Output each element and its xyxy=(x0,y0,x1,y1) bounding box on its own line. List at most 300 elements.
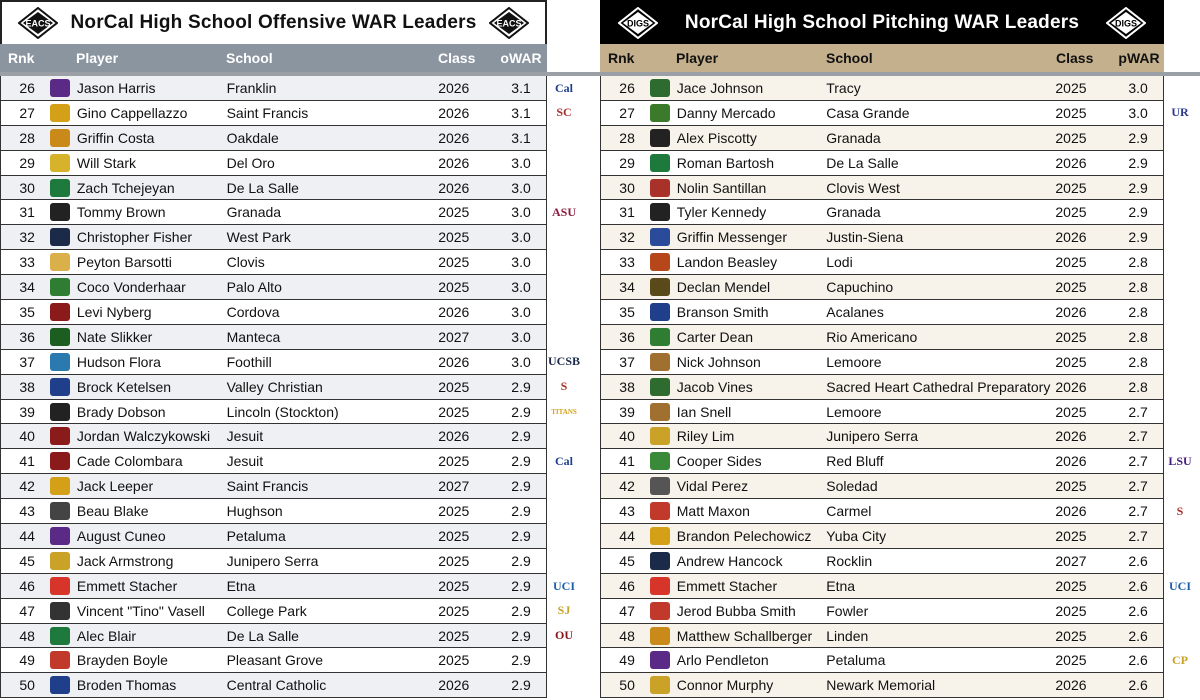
table-row xyxy=(0,151,547,176)
player-cell: Emmett Stacher xyxy=(76,577,178,594)
class-cell: 2025 xyxy=(1055,328,1087,345)
class-cell: 2025 xyxy=(438,204,470,221)
war-cell: 2.9 xyxy=(1128,129,1148,146)
rank-cell: 45 xyxy=(619,552,635,569)
school-logo-icon xyxy=(50,303,70,321)
header-player: Player xyxy=(76,50,119,66)
player-cell: Matthew Schallberger xyxy=(676,627,813,644)
header-owar: oWAR xyxy=(500,50,542,66)
table-row xyxy=(600,624,1164,649)
offensive-header-row xyxy=(0,44,547,72)
school-cell: Tracy xyxy=(826,79,861,96)
school-logo-icon xyxy=(650,403,670,421)
college-logo-icon: SC xyxy=(556,105,572,120)
player-cell: Coco Vonderhaar xyxy=(76,279,186,296)
war-cell: 3.0 xyxy=(511,279,531,296)
class-cell: 2026 xyxy=(1055,453,1087,470)
rank-cell: 32 xyxy=(619,229,635,246)
college-logo-icon: S xyxy=(560,379,568,394)
class-cell: 2025 xyxy=(438,627,470,644)
war-cell: 2.6 xyxy=(1128,577,1148,594)
school-cell: Rio Americano xyxy=(826,328,918,345)
war-cell: 3.0 xyxy=(1128,79,1148,96)
school-logo-icon xyxy=(50,179,70,197)
offensive-war-panel xyxy=(0,0,547,698)
war-cell: 3.0 xyxy=(511,353,531,370)
class-cell: 2026 xyxy=(438,179,470,196)
class-cell: 2025 xyxy=(1055,627,1087,644)
class-cell: 2026 xyxy=(438,154,470,171)
war-cell: 3.0 xyxy=(1128,104,1148,121)
school-logo-icon xyxy=(650,104,670,122)
war-cell: 2.9 xyxy=(511,428,531,445)
player-cell: Vidal Perez xyxy=(676,478,749,495)
class-cell: 2026 xyxy=(438,303,470,320)
college-logo-icon: UCI xyxy=(1168,578,1191,593)
class-cell: 2025 xyxy=(1055,104,1087,121)
rank-cell: 50 xyxy=(19,677,35,694)
school-cell: Acalanes xyxy=(826,303,884,320)
class-cell: 2026 xyxy=(1055,229,1087,246)
class-cell: 2026 xyxy=(1055,154,1087,171)
player-cell: Nick Johnson xyxy=(676,353,761,370)
class-cell: 2025 xyxy=(1055,204,1087,221)
school-cell: Granada xyxy=(826,204,881,221)
rank-cell: 38 xyxy=(619,378,635,395)
war-cell: 2.9 xyxy=(511,453,531,470)
war-cell: 3.1 xyxy=(511,129,531,146)
class-cell: 2025 xyxy=(1055,577,1087,594)
table-row xyxy=(600,375,1164,400)
school-cell: Cordova xyxy=(226,303,280,320)
war-cell: 2.9 xyxy=(1128,204,1148,221)
table-row xyxy=(0,624,547,649)
rank-cell: 49 xyxy=(619,652,635,669)
class-cell: 2025 xyxy=(1055,527,1087,544)
rank-cell: 26 xyxy=(619,79,635,96)
class-cell: 2025 xyxy=(438,254,470,271)
class-cell: 2027 xyxy=(1055,552,1087,569)
table-row xyxy=(0,325,547,350)
rank-cell: 41 xyxy=(619,453,635,470)
class-cell: 2025 xyxy=(1055,353,1087,370)
class-cell: 2025 xyxy=(1055,652,1087,669)
class-cell: 2025 xyxy=(1055,129,1087,146)
college-logo-icon: UCSB xyxy=(548,354,581,369)
player-cell: Alex Piscotty xyxy=(676,129,757,146)
rank-cell: 48 xyxy=(619,627,635,644)
rank-cell: 44 xyxy=(19,527,35,544)
class-cell: 2025 xyxy=(1055,602,1087,619)
table-row xyxy=(600,225,1164,250)
war-cell: 2.9 xyxy=(511,403,531,420)
school-logo-icon xyxy=(650,278,670,296)
school-logo-icon xyxy=(50,452,70,470)
school-cell: Lincoln (Stockton) xyxy=(226,403,339,420)
school-logo-icon xyxy=(50,129,70,147)
rank-cell: 36 xyxy=(19,328,35,345)
table-row xyxy=(600,673,1164,698)
war-cell: 2.8 xyxy=(1128,328,1148,345)
rank-cell: 43 xyxy=(19,503,35,520)
rank-cell: 27 xyxy=(19,104,35,121)
school-cell: Jesuit xyxy=(226,428,264,445)
player-cell: Peyton Barsotti xyxy=(76,254,172,271)
school-cell: Hughson xyxy=(226,503,283,520)
table-row xyxy=(0,400,547,425)
war-cell: 2.6 xyxy=(1128,602,1148,619)
school-cell: Del Oro xyxy=(226,154,275,171)
school-logo-icon xyxy=(50,577,70,595)
table-row xyxy=(600,151,1164,176)
war-cell: 2.7 xyxy=(1128,527,1148,544)
player-cell: Connor Murphy xyxy=(676,677,774,694)
war-cell: 2.8 xyxy=(1128,378,1148,395)
rank-cell: 43 xyxy=(619,503,635,520)
table-row xyxy=(600,325,1164,350)
rank-cell: 32 xyxy=(19,229,35,246)
school-cell: Lemoore xyxy=(826,353,882,370)
class-cell: 2026 xyxy=(438,129,470,146)
school-logo-icon xyxy=(650,129,670,147)
player-cell: Jason Harris xyxy=(76,79,156,96)
table-row xyxy=(600,424,1164,449)
class-cell: 2025 xyxy=(1055,279,1087,296)
class-cell: 2025 xyxy=(1055,79,1087,96)
school-cell: College Park xyxy=(226,602,307,619)
school-cell: De La Salle xyxy=(226,179,299,196)
war-cell: 3.1 xyxy=(511,104,531,121)
table-row xyxy=(600,599,1164,624)
war-cell: 2.9 xyxy=(511,378,531,395)
war-cell: 2.9 xyxy=(511,602,531,619)
rank-cell: 30 xyxy=(19,179,35,196)
school-logo-icon xyxy=(50,328,70,346)
rank-cell: 31 xyxy=(19,204,35,221)
school-cell: De La Salle xyxy=(826,154,899,171)
player-cell: Matt Maxon xyxy=(676,503,750,520)
college-logo-icon: LSU xyxy=(1168,454,1192,468)
table-row xyxy=(0,126,547,151)
class-cell: 2025 xyxy=(438,453,470,470)
class-cell: 2027 xyxy=(438,328,470,345)
school-logo-icon xyxy=(50,403,70,421)
school-logo-icon xyxy=(650,627,670,645)
player-cell: Jordan Walczykowski xyxy=(76,428,211,445)
rank-cell: 35 xyxy=(619,303,635,320)
war-cell: 2.6 xyxy=(1128,552,1148,569)
school-cell: Yuba City xyxy=(826,527,887,544)
war-cell: 2.9 xyxy=(511,652,531,669)
school-logo-icon xyxy=(650,676,670,694)
school-logo-icon xyxy=(50,502,70,520)
class-cell: 2026 xyxy=(438,79,470,96)
table-row xyxy=(600,449,1164,474)
player-cell: Ian Snell xyxy=(676,403,732,420)
player-cell: Levi Nyberg xyxy=(76,303,152,320)
war-cell: 2.9 xyxy=(511,478,531,495)
war-cell: 3.1 xyxy=(511,79,531,96)
war-cell: 3.0 xyxy=(511,229,531,246)
player-cell: Zach Tchejeyan xyxy=(76,179,175,196)
rank-cell: 29 xyxy=(619,154,635,171)
player-cell: Gino Cappellazzo xyxy=(76,104,188,121)
school-logo-icon xyxy=(650,577,670,595)
school-logo-icon xyxy=(50,627,70,645)
player-cell: Broden Thomas xyxy=(76,677,177,694)
header-school: School xyxy=(826,50,873,66)
class-cell: 2026 xyxy=(1055,428,1087,445)
school-cell: Newark Memorial xyxy=(826,677,936,694)
class-cell: 2026 xyxy=(438,104,470,121)
school-cell: West Park xyxy=(226,229,291,246)
war-cell: 2.9 xyxy=(511,627,531,644)
class-cell: 2025 xyxy=(438,279,470,296)
school-cell: Granada xyxy=(826,129,881,146)
school-cell: Foothill xyxy=(226,353,272,370)
school-cell: Lemoore xyxy=(826,403,882,420)
school-logo-icon xyxy=(50,278,70,296)
class-cell: 2027 xyxy=(438,478,470,495)
player-cell: Brayden Boyle xyxy=(76,652,168,669)
rank-cell: 28 xyxy=(619,129,635,146)
school-logo-icon xyxy=(650,303,670,321)
player-cell: Carter Dean xyxy=(676,328,754,345)
school-cell: Petaluma xyxy=(826,652,886,669)
table-row xyxy=(600,101,1164,126)
war-cell: 2.7 xyxy=(1128,403,1148,420)
school-logo-icon xyxy=(50,203,70,221)
school-logo-icon xyxy=(650,502,670,520)
war-cell: 2.7 xyxy=(1128,453,1148,470)
table-row xyxy=(0,350,547,375)
table-row xyxy=(0,275,547,300)
header-player: Player xyxy=(676,50,719,66)
table-row xyxy=(0,673,547,698)
rank-cell: 37 xyxy=(19,353,35,370)
rank-cell: 30 xyxy=(619,179,635,196)
college-logo-icon: SJ xyxy=(557,603,571,618)
header-class: Class xyxy=(1056,50,1094,66)
table-row xyxy=(600,350,1164,375)
school-logo-icon xyxy=(650,154,670,172)
offensive-table-body xyxy=(0,76,547,698)
table-row xyxy=(0,101,547,126)
college-logo-icon: Cal xyxy=(555,80,573,95)
college-logo-icon: TITANS xyxy=(551,407,577,416)
school-logo-icon xyxy=(650,353,670,371)
school-logo-icon xyxy=(50,228,70,246)
war-cell: 2.7 xyxy=(1128,503,1148,520)
war-cell: 2.9 xyxy=(511,527,531,544)
war-cell: 2.6 xyxy=(1128,652,1148,669)
table-row xyxy=(600,574,1164,599)
class-cell: 2025 xyxy=(438,503,470,520)
war-cell: 3.0 xyxy=(511,254,531,271)
school-cell: Soledad xyxy=(826,478,878,495)
war-cell: 2.8 xyxy=(1128,303,1148,320)
rank-cell: 42 xyxy=(19,478,35,495)
player-cell: Jacob Vines xyxy=(676,378,753,395)
svg-text:EACS: EACS xyxy=(496,18,522,29)
war-cell: 2.9 xyxy=(1128,179,1148,196)
class-cell: 2026 xyxy=(438,353,470,370)
school-cell: Fowler xyxy=(826,602,869,619)
class-cell: 2025 xyxy=(438,652,470,669)
rank-cell: 49 xyxy=(19,652,35,669)
offensive-title-bar xyxy=(0,0,547,44)
class-cell: 2025 xyxy=(1055,403,1087,420)
player-cell: Brady Dobson xyxy=(76,403,166,420)
digs-logo-icon xyxy=(1106,7,1146,39)
war-cell: 2.9 xyxy=(511,577,531,594)
player-cell: Griffin Costa xyxy=(76,129,155,146)
table-row xyxy=(0,648,547,673)
player-cell: Brandon Pelechowicz xyxy=(676,527,812,544)
school-cell: Capuchino xyxy=(826,279,894,296)
table-row xyxy=(600,126,1164,151)
rank-cell: 34 xyxy=(19,279,35,296)
college-logo-icon: Cal xyxy=(555,454,573,468)
rank-cell: 46 xyxy=(19,577,35,594)
player-cell: Cooper Sides xyxy=(676,453,762,470)
pitching-title: NorCal High School Pitching WAR Leaders xyxy=(684,12,1080,33)
table-row xyxy=(600,474,1164,499)
rank-cell: 33 xyxy=(19,254,35,271)
war-cell: 2.7 xyxy=(1128,428,1148,445)
eacs-logo-icon xyxy=(489,7,529,39)
offensive-title: NorCal High School Offensive WAR Leaders xyxy=(70,12,477,33)
war-cell: 3.0 xyxy=(511,179,531,196)
war-cell: 3.0 xyxy=(511,328,531,345)
rank-cell: 36 xyxy=(619,328,635,345)
player-cell: Christopher Fisher xyxy=(76,229,193,246)
war-cell: 2.9 xyxy=(511,677,531,694)
rank-cell: 46 xyxy=(619,577,635,594)
player-cell: Griffin Messenger xyxy=(676,229,787,246)
rank-cell: 39 xyxy=(619,403,635,420)
school-cell: Etna xyxy=(226,577,256,594)
player-cell: Tyler Kennedy xyxy=(676,204,767,221)
school-logo-icon xyxy=(50,527,70,545)
player-cell: Jerod Bubba Smith xyxy=(676,602,796,619)
college-logo-icon: OU xyxy=(555,628,573,643)
war-cell: 3.0 xyxy=(511,154,531,171)
school-cell: Franklin xyxy=(226,79,277,96)
school-cell: De La Salle xyxy=(226,627,299,644)
pitching-war-panel xyxy=(600,0,1164,698)
school-logo-icon xyxy=(650,328,670,346)
panel-gap-divider xyxy=(547,72,600,76)
college-logo-icon: S xyxy=(1176,503,1184,518)
school-logo-icon xyxy=(650,602,670,620)
table-row xyxy=(600,524,1164,549)
college-logo-icon: UR xyxy=(1171,105,1189,120)
school-logo-icon xyxy=(50,676,70,694)
school-logo-icon xyxy=(650,552,670,570)
table-row xyxy=(0,549,547,574)
table-row xyxy=(0,449,547,474)
header-class: Class xyxy=(438,50,476,66)
table-row xyxy=(600,200,1164,225)
school-cell: Junipero Serra xyxy=(826,428,919,445)
war-cell: 2.9 xyxy=(511,552,531,569)
rank-cell: 47 xyxy=(619,602,635,619)
war-cell: 2.8 xyxy=(1128,279,1148,296)
class-cell: 2025 xyxy=(1055,254,1087,271)
player-cell: Jack Leeper xyxy=(76,478,154,495)
rank-cell: 40 xyxy=(619,428,635,445)
player-cell: Danny Mercado xyxy=(676,104,776,121)
table-row xyxy=(0,574,547,599)
player-cell: Cade Colombara xyxy=(76,453,183,470)
school-cell: Linden xyxy=(826,627,869,644)
school-cell: Granada xyxy=(226,204,282,221)
rank-cell: 42 xyxy=(619,478,635,495)
rank-cell: 39 xyxy=(19,403,35,420)
player-cell: Emmett Stacher xyxy=(676,577,778,594)
rank-cell: 37 xyxy=(619,353,635,370)
school-cell: Saint Francis xyxy=(226,104,309,121)
pitching-table-body xyxy=(600,76,1164,698)
player-cell: Jack Armstrong xyxy=(76,552,174,569)
table-row xyxy=(600,250,1164,275)
panel-edge-divider xyxy=(1164,72,1200,76)
table-row xyxy=(600,176,1164,201)
class-cell: 2026 xyxy=(1055,503,1087,520)
table-row xyxy=(0,176,547,201)
school-logo-icon xyxy=(50,378,70,396)
college-logo-icon: CP xyxy=(1172,653,1188,668)
school-logo-icon xyxy=(50,104,70,122)
class-cell: 2026 xyxy=(1055,303,1087,320)
svg-text:EACS: EACS xyxy=(25,18,51,29)
player-cell: Brock Ketelsen xyxy=(76,378,172,395)
table-row xyxy=(0,250,547,275)
class-cell: 2026 xyxy=(1055,378,1087,395)
player-cell: Nolin Santillan xyxy=(676,179,767,196)
table-row xyxy=(0,225,547,250)
rank-cell: 31 xyxy=(619,204,635,221)
class-cell: 2025 xyxy=(438,552,470,569)
school-cell: Pleasant Grove xyxy=(226,652,324,669)
war-cell: 2.8 xyxy=(1128,353,1148,370)
table-row xyxy=(0,76,547,101)
class-cell: 2025 xyxy=(438,403,470,420)
pitching-header-row xyxy=(600,44,1164,72)
svg-text:DIGS: DIGS xyxy=(626,18,650,29)
rank-cell: 41 xyxy=(19,453,35,470)
school-logo-icon xyxy=(650,477,670,495)
rank-cell: 40 xyxy=(19,428,35,445)
player-cell: Declan Mendel xyxy=(676,279,771,296)
table-row xyxy=(600,499,1164,524)
header-rank: Rnk xyxy=(608,50,635,66)
school-cell: Casa Grande xyxy=(826,104,910,121)
table-row xyxy=(0,300,547,325)
school-logo-icon xyxy=(650,228,670,246)
school-logo-icon xyxy=(50,79,70,97)
player-cell: August Cuneo xyxy=(76,527,166,544)
war-cell: 2.9 xyxy=(511,503,531,520)
school-logo-icon xyxy=(50,154,70,172)
header-rank: Rnk xyxy=(8,50,35,66)
rank-cell: 48 xyxy=(19,627,35,644)
school-cell: Valley Christian xyxy=(226,378,323,395)
college-logo-icon: ASU xyxy=(551,205,576,219)
digs-logo-icon xyxy=(618,7,658,39)
school-logo-icon xyxy=(650,203,670,221)
